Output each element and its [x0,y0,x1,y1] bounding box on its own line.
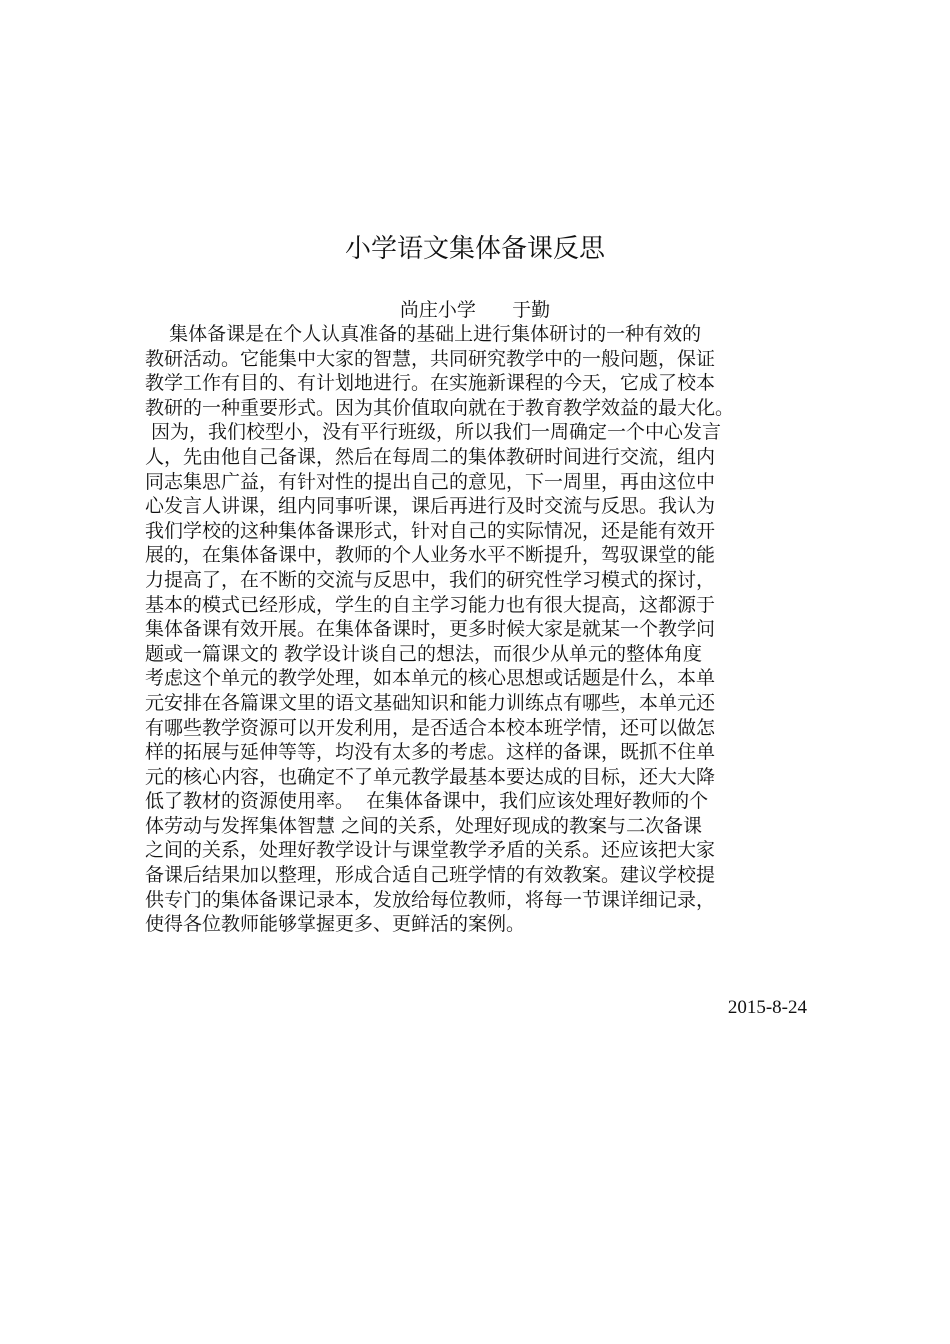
text-line: 教研的一种重要形式。因为其价值取向就在于教育教学效益的最大化。 [145,396,735,419]
text-line: 体劳动与发挥集体智慧 之间的关系，处理好现成的教案与二次备课 [145,814,703,837]
text-line: 低了教材的资源使用率。 在集体备课中，我们应该处理好教师的个 [145,790,709,813]
text-line: 元的核心内容，也确定不了单元教学最基本要达成的目标，还大大降 [145,765,716,788]
body-text [145,322,810,937]
text-line: 有哪些教学资源可以开发利用，是否适合本校本班学情，还可以做怎 [145,716,716,739]
text-line: 备课后结果加以整理，形成合适自己班学情的有效教案。建议学校提 [145,864,716,887]
text-line: 使得各位教师能够掌握更多、更鲜活的案例。 [145,913,526,936]
document-date: 2015-8-24 [727,997,807,1018]
text-line: 因为，我们校型小，没有平行班级，所以我们一周确定一个中心发言 [145,421,722,444]
text-line: 人，先由他自己备课，然后在每周二的集体教研时间进行交流，组内 [145,445,716,468]
text-line: 元安排在各篇课文里的语文基础知识和能力训练点有哪些，本单元还 [145,691,716,714]
text-line: 我们学校的这种集体备课形式，针对自己的实际情况，还是能有效开 [145,519,716,542]
document-title: 小学语文集体备课反思 [344,234,605,264]
text-line: 集体备课是在个人认真准备的基础上进行集体研讨的一种有效的 [145,323,702,345]
text-line: 供专门的集体备课记录本，发放给每位教师，将每一节课详细记录， [145,888,716,911]
text-line: 展的，在集体备课中，教师的个人业务水平不断提升，驾驭课堂的能 [145,544,716,567]
text-line: 基本的模式已经形成，学生的自主学习能力也有很大提高，这都源于 [145,593,716,616]
text-line: 样的拓展与延伸等等，均没有太多的考虑。这样的备课，既抓不住单 [145,741,716,764]
text-line: 同志集思广益，有针对性的提出自己的意见，下一周里，再由这位中 [145,470,716,493]
text-line: 教研活动。它能集中大家的智慧，共同研究教学中的一般问题，保证 [145,347,716,370]
author-byline: 尚庄小学 于勤 [399,299,551,321]
text-line: 集体备课有效开展。在集体备课时，更多时候大家是就某一个教学问 [145,618,716,641]
text-line: 之间的关系，处理好教学设计与课堂教学矛盾的关系。还应该把大家 [145,839,716,862]
text-line: 心发言人讲课，组内同事听课，课后再进行及时交流与反思。我认为 [145,495,716,518]
text-line: 教学工作有目的、有计划地进行。在实施新课程的今天，它成了校本 [145,372,716,395]
text-line: 考虑这个单元的教学处理，如本单元的核心思想或话题是什么，本单 [145,667,716,690]
text-line: 力提高了，在不断的交流与反思中，我们的研究性学习模式的探讨， [145,568,716,591]
text-line: 题或一篇课文的 教学设计谈自己的想法，而很少从单元的整体角度 [145,642,703,665]
